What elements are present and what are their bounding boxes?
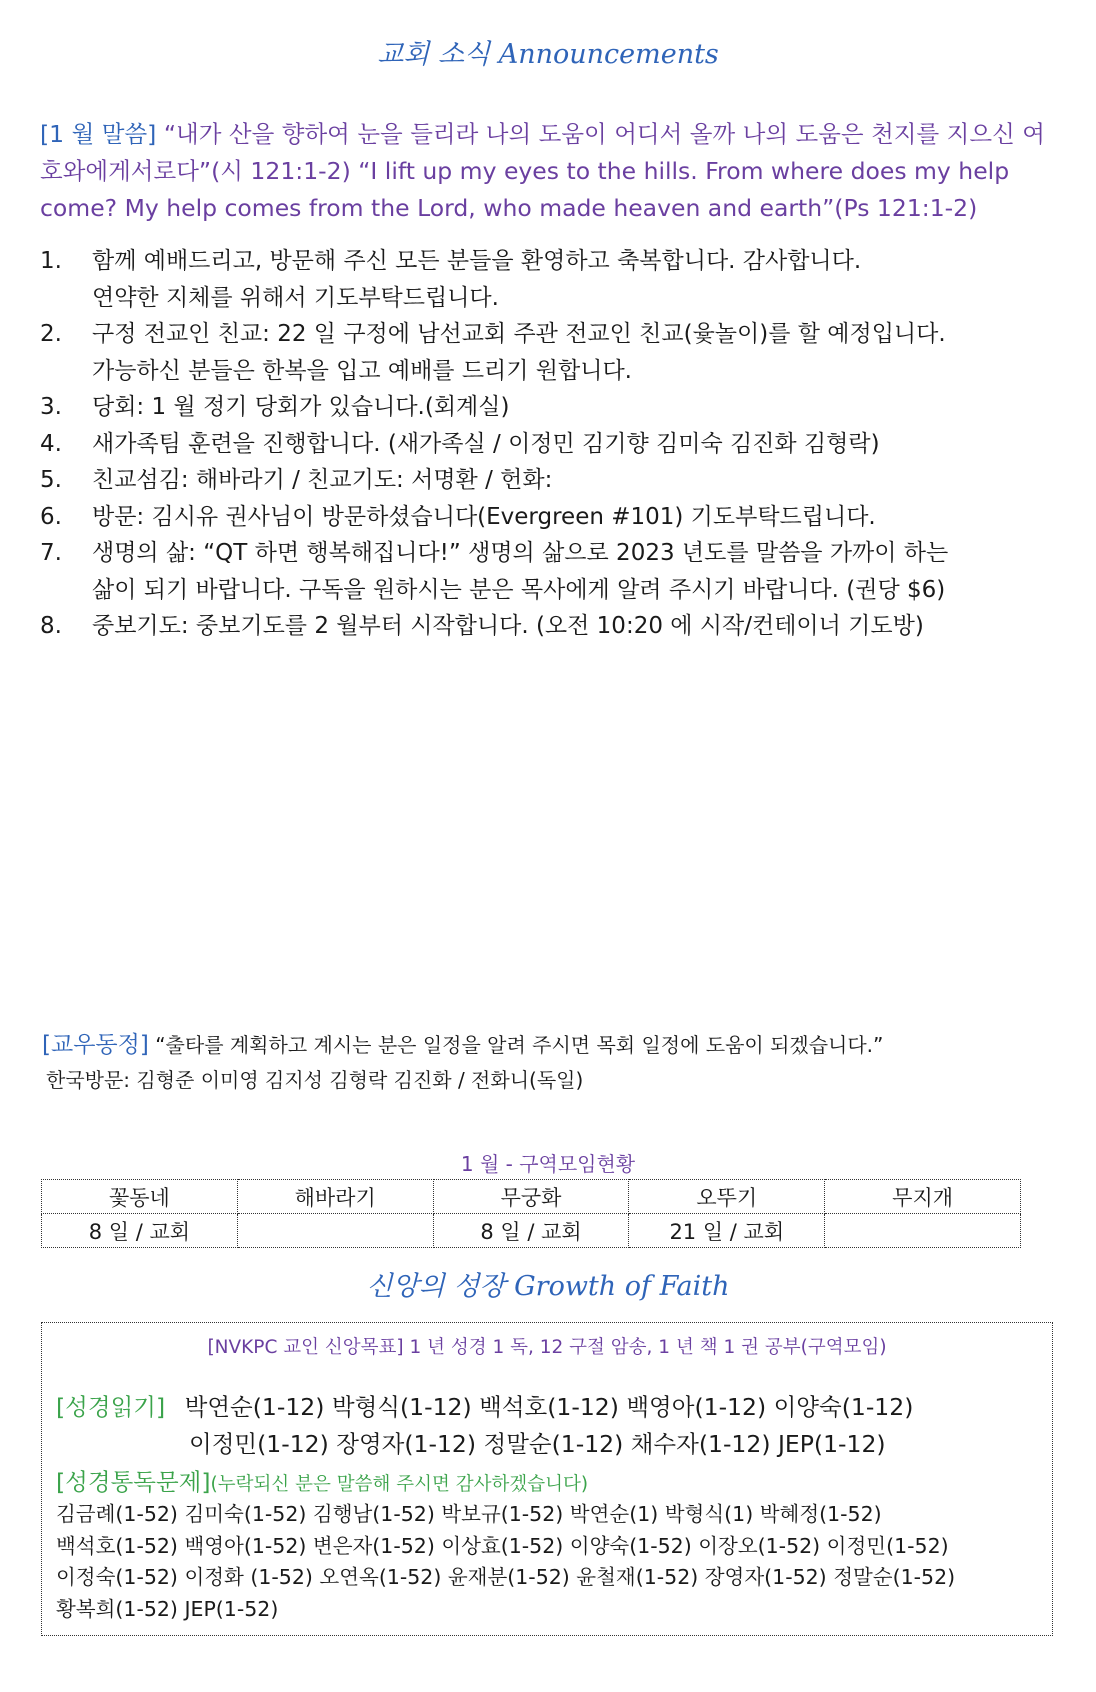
- tongdok-line: 백석호(1-52) 백영아(1-52) 변은자(1-52) 이상효(1-52) 이양숙(1-52) 이장오(1-52) 이정민(1-52): [56, 1533, 949, 1558]
- announcements-heading: 교회 소식 Announcements: [377, 39, 719, 70]
- item-line: 함께 예배드리고, 방문해 주신 모든 분들을 환영하고 축복합니다. 감사합니다.: [92, 248, 862, 274]
- district-header: 해바라기: [237, 1180, 433, 1214]
- item-number: 8.: [40, 613, 62, 639]
- bible-reading-label: [성경읽기]: [56, 1393, 166, 1421]
- district-cell: 8 일 / 교회: [433, 1214, 629, 1248]
- faith-heading: 신앙의 성장 Growth of Faith: [366, 1271, 730, 1302]
- announcement-item: [40, 499, 1060, 536]
- item-line: 중보기도: 중보기도를 2 월부터 시작합니다. (오전 10:20 에 시작/컨테이너 기도방): [92, 613, 924, 639]
- tongdok-line: 김금례(1-52) 김미숙(1-52) 김행남(1-52) 박보규(1-52) 박연순(1) 박형식(1) 박혜정(1-52): [56, 1502, 882, 1526]
- bible-reading-line: 박연순(1-12) 박형식(1-12) 백석호(1-12) 백영아(1-12) 이양숙(1-12): [184, 1393, 914, 1421]
- district-header: 꽃동네: [42, 1180, 238, 1214]
- item-line: 친교섬김: 해바라기 / 친교기도: 서명환 / 헌화:: [92, 467, 553, 493]
- tongdok-list: [56, 1499, 1046, 1625]
- item-number: 1.: [40, 248, 62, 274]
- faith-box: [41, 1322, 1053, 1636]
- district-cell: [237, 1214, 433, 1248]
- item-number: 2.: [40, 321, 62, 347]
- announcement-item: [40, 316, 1060, 389]
- district-table: [41, 1179, 1021, 1248]
- item-line: 구정 전교인 친교: 22 일 구정에 남선교회 주관 전교인 친교(윷놀이)를 할 예정입니다.: [92, 321, 946, 347]
- item-line: 새가족팀 훈련을 진행합니다. (새가족실 / 이정민 김기향 김미숙 김진화 김형락): [92, 430, 880, 457]
- item-line: 가능하신 분들은 한복을 입고 예배를 드리기 원합니다.: [92, 357, 632, 384]
- kyowoo-text: “출타를 계획하고 계시는 분은 일정을 알려 주시면 목회 일정에 도움이 되겠습니다.”: [155, 1033, 884, 1057]
- tongdok-label: [성경통독문제]: [56, 1468, 211, 1496]
- item-line: 방문: 김시유 권사님이 방문하셨습니다(Evergreen #101) 기도부탁드립니다.: [92, 503, 876, 530]
- item-line: 연약한 지체를 위해서 기도부탁드립니다.: [92, 284, 499, 311]
- item-line: 생명의 삶: “QT 하면 행복해집니다!” 생명의 삶으로 2023 년도를 말씀을 가까이 하는: [92, 540, 949, 566]
- bible-reading-line: 이정민(1-12) 장영자(1-12) 정말순(1-12) 채수자(1-12) JEP(1-12): [189, 1430, 886, 1458]
- item-number: 3.: [40, 394, 62, 420]
- announcement-item: [40, 608, 1060, 645]
- item-line: 삶이 되기 바랍니다. 구독을 원하시는 분은 목사에게 알려 주시기 바랍니다. (권당 $6): [92, 576, 946, 603]
- bible-reading: [56, 1389, 1046, 1463]
- district-cell: [825, 1214, 1021, 1248]
- tongdok-line: 이정숙(1-52) 이정화 (1-52) 오연옥(1-52) 윤재분(1-52) 윤철재(1-52) 장영자(1-52) 정말순(1-52): [56, 1565, 956, 1589]
- faith-goal: [NVKPC 교인 신앙목표] 1 년 성경 1 독, 12 구절 암송, 1 년 책 1 권 공부(구역모임): [207, 1337, 887, 1358]
- tongdok-line: 황복희(1-52) JEP(1-52): [56, 1596, 279, 1621]
- tongdok-header: [56, 1463, 1046, 1497]
- monthly-verse-text: “내가 산을 향하여 눈을 들리라 나의 도움이 어디서 올까 나의 도움은 천지를 지으신 여호와에게서로다”(시 121:1-2) “I lift up my eyes to the hills. From where does my help come? My help comes from the Lord, who made heaven and earth”(Ps 121:1-2): [40, 120, 1045, 222]
- district-header: 무궁화: [433, 1180, 629, 1214]
- monthly-verse: [40, 116, 1050, 227]
- announcement-item: [40, 243, 1060, 316]
- announcement-item: [40, 462, 1060, 499]
- monthly-verse-label: [1 월 말씀]: [40, 120, 157, 148]
- district-cell: 8 일 / 교회: [42, 1214, 238, 1248]
- item-number: 5.: [40, 467, 62, 493]
- announcement-item: [40, 389, 1060, 426]
- announcement-item: [40, 426, 1060, 463]
- item-number: 7.: [40, 540, 62, 566]
- announcement-list: [40, 243, 1060, 645]
- table-row: [42, 1214, 1021, 1248]
- korea-visit: 한국방문: 김형준 이미영 김지성 김형락 김진화 / 전화니(독일): [46, 1068, 584, 1092]
- item-number: 6.: [40, 503, 62, 530]
- district-header: 무지개: [825, 1180, 1021, 1214]
- district-header: 오뚜기: [629, 1180, 825, 1214]
- district-cell: 21 일 / 교회: [629, 1214, 825, 1248]
- kyowoo-section: [42, 1028, 1052, 1098]
- item-number: 4.: [40, 430, 62, 457]
- tongdok-note: (누락되신 분은 말씀해 주시면 감사하겠습니다): [210, 1474, 589, 1495]
- item-line: 당회: 1 월 정기 당회가 있습니다.(회계실): [92, 394, 510, 420]
- announcement-item: [40, 535, 1060, 608]
- table-row: [42, 1180, 1021, 1214]
- kyowoo-label: [교우동정]: [42, 1032, 149, 1058]
- district-title: 1 월 - 구역모임현황: [460, 1152, 636, 1176]
